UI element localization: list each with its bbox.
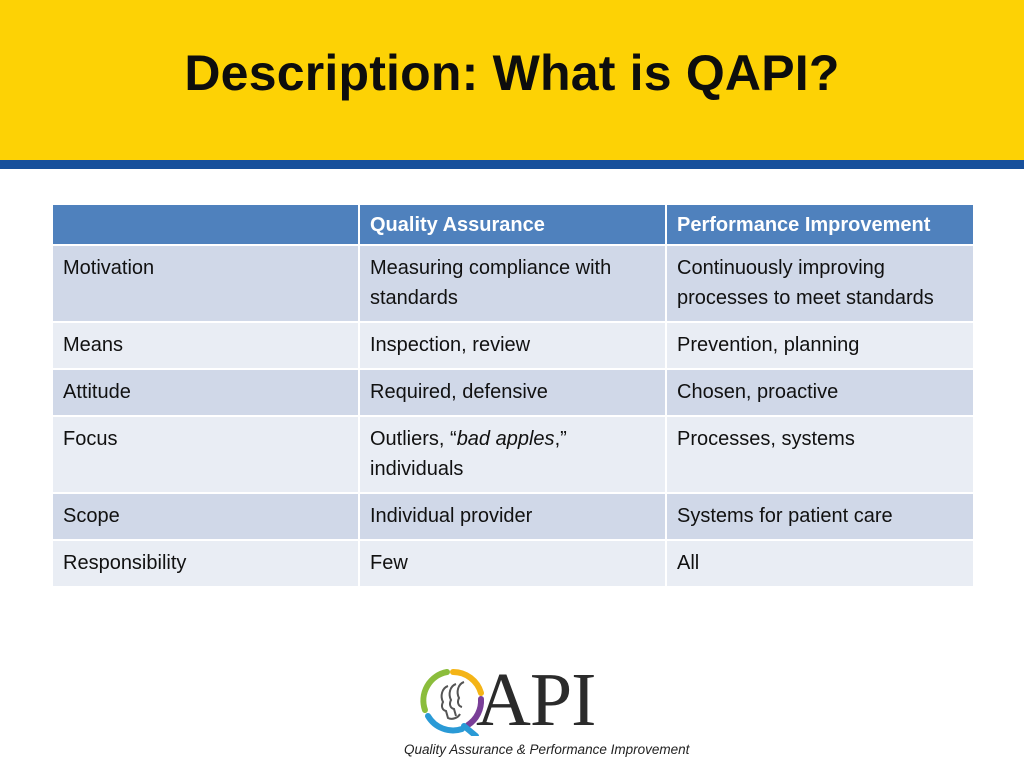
slide-title: Description: What is QAPI? <box>184 45 840 101</box>
table-row-focus <box>52 416 974 493</box>
pi-cell: Systems for patient care <box>666 493 974 540</box>
qa-cell: Required, defensive <box>359 369 666 416</box>
row-label: Scope <box>52 493 359 540</box>
table-header-row <box>52 204 974 245</box>
table-row-attitude <box>52 369 974 416</box>
pi-cell: Chosen, proactive <box>666 369 974 416</box>
header-quality-assurance: Quality Assurance <box>359 204 666 245</box>
comparison-table <box>51 203 975 588</box>
focus-qa-after: ,” individuals <box>370 428 567 480</box>
qa-cell: Inspection, review <box>359 322 666 369</box>
table-row-responsibility <box>52 540 974 587</box>
row-label: Means <box>52 322 359 369</box>
pi-cell: Prevention, planning <box>666 322 974 369</box>
focus-qa-before: Outliers, “ <box>370 428 457 450</box>
row-label: Attitude <box>52 369 359 416</box>
row-label: Focus <box>52 416 359 493</box>
table-row-motivation <box>52 245 974 322</box>
pi-cell: Continuously improving processes to meet standards <box>666 245 974 322</box>
qa-cell: Measuring compliance with standards <box>359 245 666 322</box>
pi-cell: All <box>666 540 974 587</box>
header-cell-empty <box>52 204 359 245</box>
title-banner-rule <box>0 160 1024 169</box>
qa-cell: Individual provider <box>359 493 666 540</box>
pi-cell: Processes, systems <box>666 416 974 493</box>
table-row-scope <box>52 493 974 540</box>
qapi-wordmark: API <box>476 658 596 742</box>
row-label: Responsibility <box>52 540 359 587</box>
row-label: Motivation <box>52 245 359 322</box>
qa-cell <box>359 416 666 493</box>
qapi-logo <box>402 658 690 760</box>
qapi-tagline: Quality Assurance & Performance Improvement <box>404 742 690 757</box>
qa-cell: Few <box>359 540 666 587</box>
table-row-means <box>52 322 974 369</box>
focus-qa-italic: bad apples <box>456 428 555 450</box>
header-performance-improvement: Performance Improvement <box>666 204 974 245</box>
